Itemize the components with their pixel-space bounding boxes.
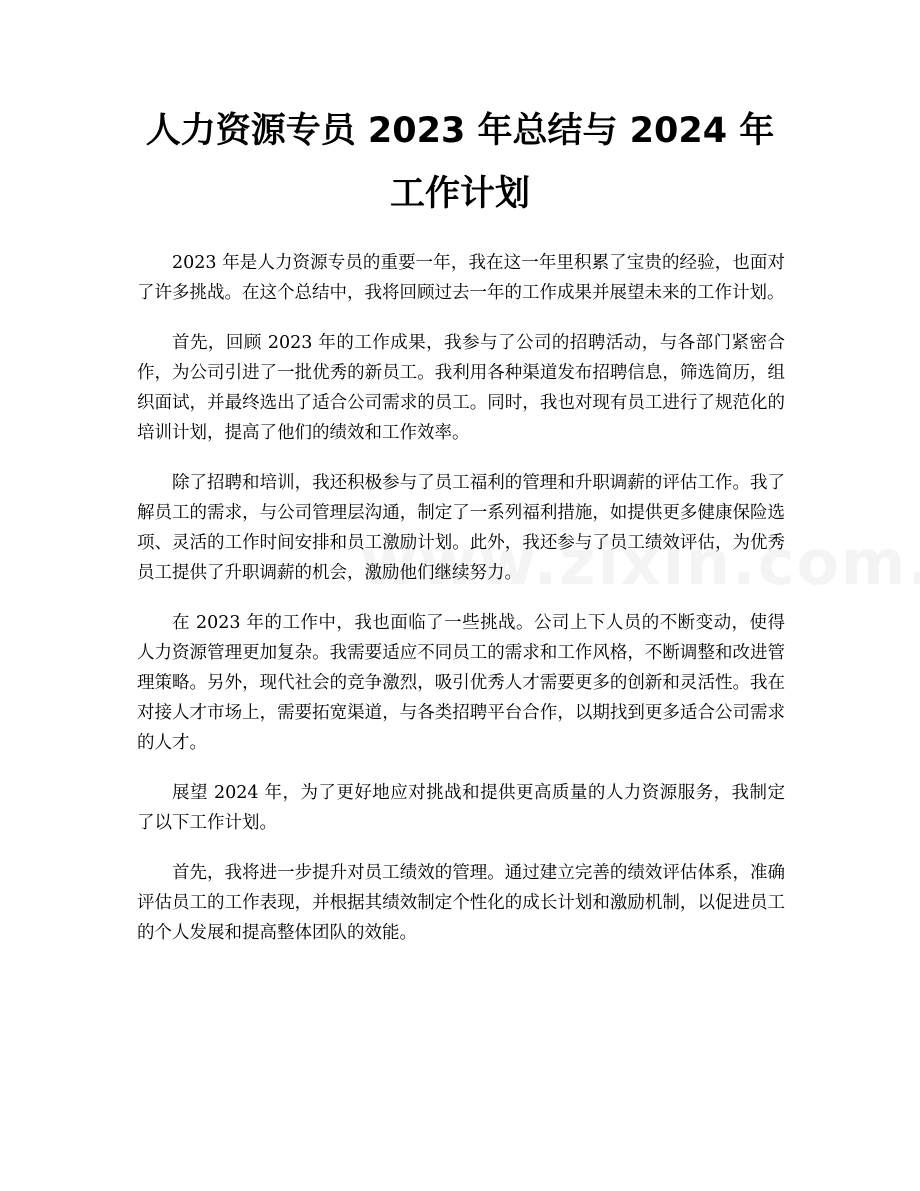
paragraph: 在 2023 年的工作中，我也面临了一些挑战。公司上下人员的不断变动，使得人力资源管理更加复杂。我需要适应不同员工的需求和工作风格，不断调整和改进管理策略。另外，现代社会的竞争激烈，吸引优秀人才需要更多的创新和灵活性。我在对接人才市场上，需要拓宽渠道，与各类招聘平台合作，以期找到更多适合公司需求的人才。 bbox=[137, 613, 785, 753]
document-body bbox=[137, 248, 785, 968]
paragraph: 首先，回顾 2023 年的工作成果，我参与了公司的招聘活动，与各部门紧密合作，为公司引进了一批优秀的新员工。我利用各种渠道发布招聘信息，筛选简历，组织面试，并最终选出了适合公司需求的员工。同时，我也对现有员工进行了规范化的培训计划，提高了他们的绩效和工作效率。 bbox=[137, 333, 785, 443]
paragraph: 2023 年是人力资源专员的重要一年，我在这一年里积累了宝贵的经验，也面对了许多挑战。在这个总结中，我将回顾过去一年的工作成果并展望未来的工作计划。 bbox=[137, 253, 785, 303]
paragraph: 首先，我将进一步提升对员工绩效的管理。通过建立完善的绩效评估体系，准确评估员工的工作表现，并根据其绩效制定个性化的成长计划和激励机制，以促进员工的个人发展和提高整体团队的效能。 bbox=[137, 863, 785, 943]
document-title: 人力资源专员 2023 年总结与 2024 年工作计划 bbox=[145, 111, 775, 214]
paragraph: 除了招聘和培训，我还积极参与了员工福利的管理和升职调薪的评估工作。我了解员工的需求，与公司管理层沟通，制定了一系列福利措施，如提供更多健康保险选项、灵活的工作时间安排和员工激励计划。此外，我还参与了员工绩效评估，为优秀员工提供了升职调薪的机会，激励他们继续努力。 bbox=[137, 473, 785, 583]
paragraph: 展望 2024 年，为了更好地应对挑战和提供更高质量的人力资源服务，我制定了以下工作计划。 bbox=[137, 783, 785, 833]
